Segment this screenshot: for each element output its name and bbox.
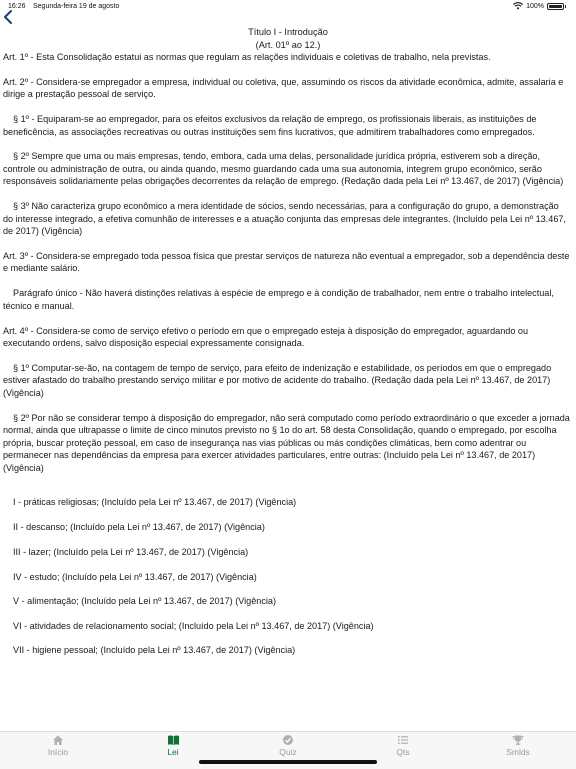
tab-label: Início xyxy=(47,747,69,757)
law-text xyxy=(3,51,571,486)
article-paragraph: Art. 3º - Considera-se empregado toda pessoa física que prestar serviços de natureza não eventual a empregador, sob a dependência deste e mediante salário. xyxy=(3,250,570,274)
tab-label: Quiz xyxy=(279,747,297,757)
list-item: I - práticas religiosas; (Incluído pela Lei nº 13.467, de 2017) (Vigência) xyxy=(13,497,297,507)
article-paragraph: § 1º - Equiparam-se ao empregador, para os efeitos exclusivos da relação de emprego, os profissionais liberais, as instituições de beneficência, as associações recreativas ou outras instituições sem fins lucrativos, que admitirem trabalhadores como empregados. xyxy=(3,114,537,137)
list-item: VII - higiene pessoal; (Incluído pela Lei nº 13.467, de 2017) (Vigência) xyxy=(13,645,296,655)
article-paragraph: Art. 4º - Considera-se como de serviço efetivo o período em que o empregado esteja à disposição do empregador, aguardando ou executando ordens, salvo disposição especial expressamente consignada. xyxy=(3,325,529,349)
chevron-left-icon xyxy=(3,10,13,24)
article-paragraph: Art. 1º - Esta Consolidação estatui as normas que regulam as relações individuais e coletivas de trabalho, nela previstas. xyxy=(3,52,491,62)
list-item: II - descanso; (Incluído pela Lei nº 13.467, de 2017) (Vigência) xyxy=(13,522,265,532)
article-paragraph: § 3º Não caracteriza grupo econômico a mera identidade de sócios, sendo necessárias, para a configuração do grupo, a demonstração do interesse integrado, a efetiva comunhão de interesses e a atuação conjunta das empresas dele integrantes. (Incluído pela Lei nº 13.467, de 2017) (Vigência) xyxy=(3,201,566,237)
tab-inicio[interactable] xyxy=(18,734,98,757)
chapter-header xyxy=(0,26,576,52)
status-bar xyxy=(0,0,576,14)
tab-smlds[interactable] xyxy=(478,734,558,757)
list-item: V - alimentação; (Incluído pela Lei nº 13.467, de 2017) (Vigência) xyxy=(13,596,276,606)
article-paragraph: Art. 2º - Considera-se empregador a empresa, individual ou coletiva, que, assumindo os riscos da atividade econômica, admite, assalaria e dirige a prestação pessoal de serviço. xyxy=(3,76,564,100)
list-item: III - lazer; (Incluído pela Lei nº 13.467, de 2017) (Vigência) xyxy=(13,547,249,557)
status-date: Segunda-feira 19 de agosto xyxy=(33,3,120,10)
status-time: 16:26 xyxy=(8,3,26,10)
tab-label: Smlds xyxy=(506,747,530,757)
home-indicator[interactable] xyxy=(199,760,377,764)
status-right xyxy=(513,2,566,10)
list-icon xyxy=(397,734,409,746)
list-item: VI - atividades de relacionamento social; (Incluído pela Lei nº 13.467, de 2017) (Vigência) xyxy=(13,621,374,631)
article-paragraph: § 2º Por não se considerar tempo à disposição do empregador, não será computado como período extraordinário o que exceder a jornada normal, ainda que ultrapasse o limite de cinco minutos previsto no § 1o do art. 58 desta Consolidação, quando o empregado, por escolha própria, buscar proteção pessoal, em caso de insegurança nas vias públicas ou más condições climáticas, bem como adentrar ou permanecer nas dependências da empresa para exercer atividades particulares, entre outras: (Incluído pela Lei nº 13.467, de 2017) (Vigência) xyxy=(3,412,570,473)
tab-label: Lei xyxy=(167,747,179,757)
back-button[interactable] xyxy=(3,10,19,26)
check-circle-icon xyxy=(282,734,294,746)
article-paragraph: § 1º Computar-se-ão, na contagem de tempo de serviço, para efeito de indenização e estabilidade, os períodos em que o empregado estiver afastado do trabalho prestando serviço militar e por motivo de acidente do trabalho. (Redação dada pela Lei nº 13.467, de 2017) (Vigência) xyxy=(3,362,552,398)
book-icon xyxy=(167,734,180,746)
article-paragraph: Parágrafo único - Não haverá distinções relativas à espécie de emprego e à condição de trabalhador, nem entre o trabalho intelectual, técnico e manual. xyxy=(3,288,554,311)
chapter-title: Título I - Introdução xyxy=(248,27,328,37)
tab-label: Qts xyxy=(396,747,410,757)
wifi-icon xyxy=(513,2,523,10)
list-item: IV - estudo; (Incluído pela Lei nº 13.467, de 2017) (Vigência) xyxy=(13,572,257,582)
battery-icon xyxy=(547,3,564,10)
tab-lei[interactable] xyxy=(133,734,213,757)
article-paragraph: § 2º Sempre que uma ou mais empresas, tendo, embora, cada uma delas, personalidade jurídica própria, estiverem sob a direção, controle ou administração de outra, ou ainda quando, mesmo guardando cada uma sua autonomia, integrem grupo econômico, serão responsáveis solidariamente pelas obrigações decorrentes da relação de emprego. (Redação dada pela Lei nº 13.467, de 2017) (Vigência) xyxy=(3,151,564,187)
tab-quiz[interactable] xyxy=(248,734,328,757)
battery-percent: 100% xyxy=(526,2,544,10)
tab-qts[interactable] xyxy=(363,734,443,757)
trophy-icon xyxy=(512,734,524,746)
battery-tip xyxy=(565,5,566,8)
chapter-subtitle: (Art. 01º ao 12.) xyxy=(255,40,321,50)
home-icon xyxy=(52,734,64,746)
